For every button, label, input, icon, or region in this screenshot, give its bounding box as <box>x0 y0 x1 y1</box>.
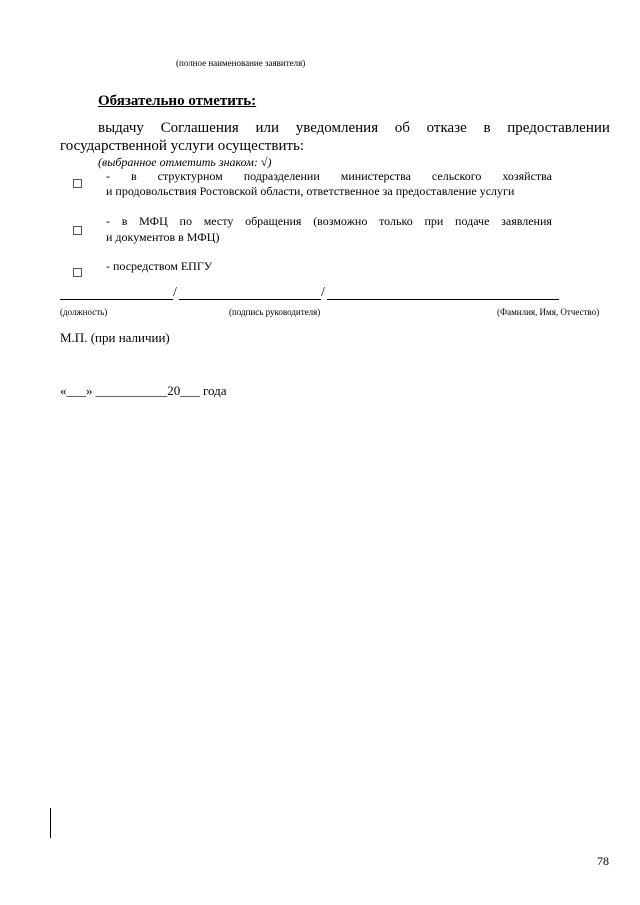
position-caption: (должность) <box>60 307 108 317</box>
option-word: в <box>130 169 137 183</box>
selection-hint: (выбранное отметить знаком: √) <box>98 155 272 169</box>
option-checkbox-department[interactable] <box>73 179 82 188</box>
option-department-line1 <box>106 169 552 184</box>
intro-word: или <box>255 120 280 136</box>
option-mfc-line2: и документов в МФЦ) <box>106 230 220 244</box>
option-word: только <box>379 214 413 228</box>
intro-word: выдачу <box>98 120 144 136</box>
option-word: МФЦ <box>139 214 168 228</box>
page-number: 78 <box>597 854 609 868</box>
intro-word: в <box>483 120 491 136</box>
option-word: в <box>121 214 128 228</box>
option-word: при <box>424 214 444 228</box>
option-word: - <box>106 169 110 183</box>
option-word: (возможно <box>313 214 368 228</box>
intro-word: предоставлении <box>507 120 610 136</box>
intro-word: уведомления <box>295 120 379 136</box>
signature-slash: / <box>321 285 325 300</box>
mandatory-heading: Обязательно отметить: <box>98 93 257 109</box>
option-word: подаче <box>455 214 490 228</box>
margin-bar <box>50 808 51 838</box>
applicant-caption: (полное наименование заявителя) <box>176 58 306 68</box>
option-word: подразделении <box>243 169 320 183</box>
intro-line-1 <box>98 120 610 137</box>
position-line <box>60 299 173 300</box>
option-department-line2: и продовольствия Ростовской области, ответственное за предоставление услуги <box>106 184 515 198</box>
option-word: заявления <box>501 214 552 228</box>
name-line <box>327 299 559 300</box>
signature-caption: (подпись руководителя) <box>229 307 321 317</box>
date-line: «___» ___________20___ года <box>60 383 227 398</box>
name-caption: (Фамилия, Имя, Отчество) <box>497 307 600 317</box>
option-word: - <box>106 214 110 228</box>
option-mfc-line1 <box>106 214 552 229</box>
option-word: месту <box>203 214 234 228</box>
stamp-text: М.П. (при наличии) <box>60 330 170 345</box>
option-checkbox-epgu[interactable] <box>73 268 82 277</box>
signature-slash: / <box>173 285 177 300</box>
intro-word: об <box>394 120 410 136</box>
option-word: обращения <box>245 214 302 228</box>
option-word: хозяйства <box>502 169 552 183</box>
intro-word: Соглашения <box>160 120 239 136</box>
option-epgu-line1: - посредством ЕПГУ <box>106 259 213 273</box>
signature-line <box>179 299 321 300</box>
option-word: структурном <box>157 169 223 183</box>
option-word: министерства <box>340 169 411 183</box>
intro-line-2: государственной услуги осуществить: <box>60 138 305 154</box>
intro-word: отказе <box>426 120 467 136</box>
option-word: сельского <box>431 169 482 183</box>
option-checkbox-mfc[interactable] <box>73 226 82 235</box>
option-word: по <box>179 214 192 228</box>
